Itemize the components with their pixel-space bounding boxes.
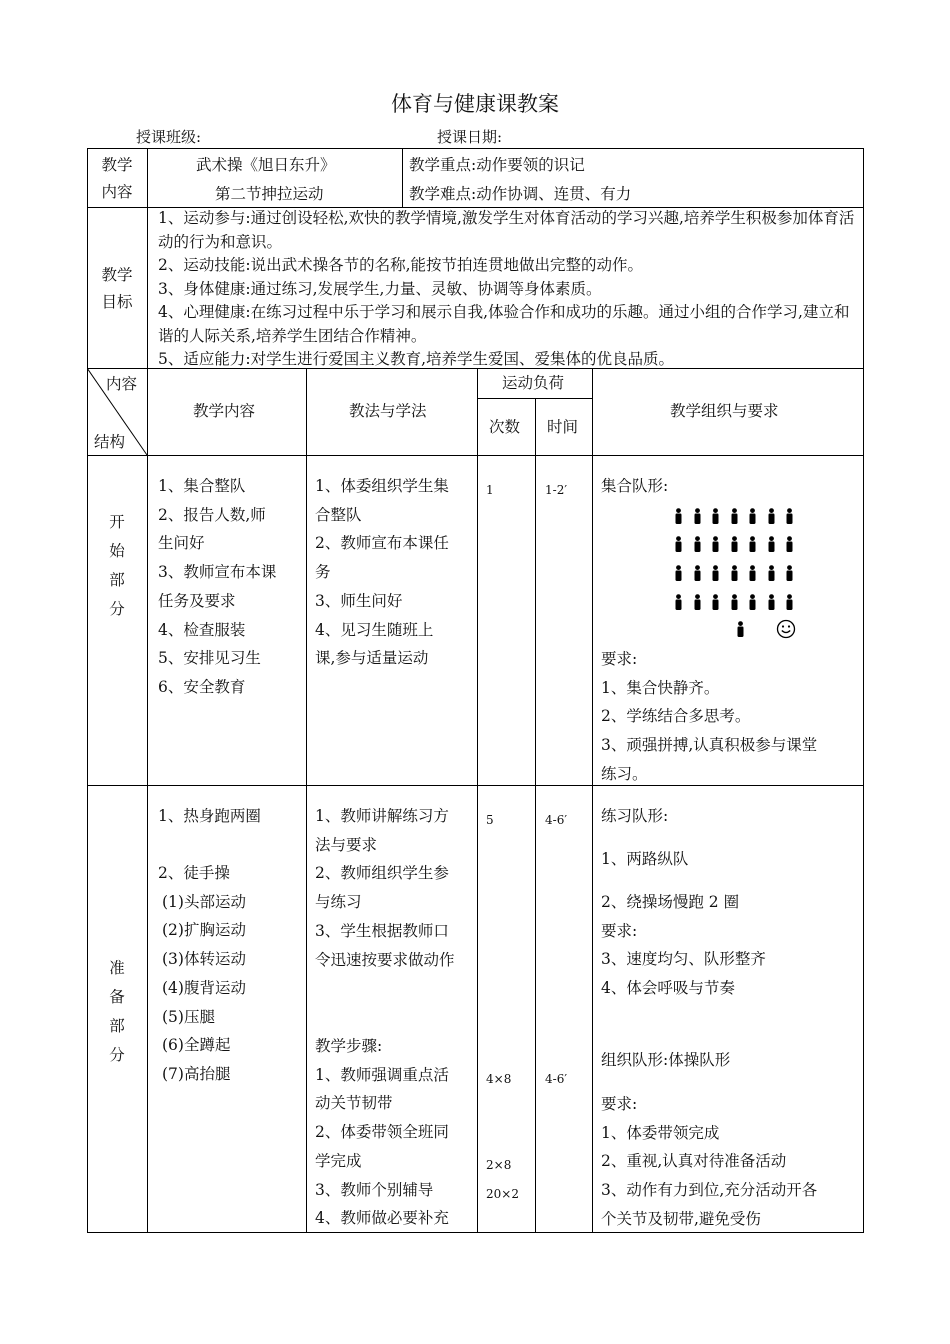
lesson-section: 第二节抻拉运动 (215, 185, 324, 203)
header-diag-top: 内容 (106, 375, 138, 393)
key-point: 教学重点:动作要领的识记 (409, 156, 585, 174)
list-item: 1、体委组织学生集 (315, 477, 449, 495)
list-item: 3、教师个别辅导 (315, 1180, 434, 1199)
list-item: 2、重视,认真对待准备活动 (601, 1152, 787, 1171)
header-content: 教学内容 (193, 402, 256, 420)
prep-count-4: 20×2 (486, 1187, 519, 1201)
start-content (158, 472, 276, 702)
list-item: 要求: (601, 921, 638, 940)
person-icon (746, 594, 759, 610)
person-icon (672, 565, 685, 581)
list-item: 2、绕操场慢跑 2 圈 (601, 893, 740, 911)
prep-content (158, 859, 246, 1089)
prep-time-1: 4-6′ (545, 813, 568, 827)
list-item: 6、安全教育 (158, 677, 246, 696)
header-time: 时间 (547, 418, 579, 436)
person-icon (765, 594, 778, 610)
list-item: 3、顽强拼搏,认真积极参与课堂 (601, 736, 818, 755)
list-item: 3、速度均匀、队形整齐 (601, 950, 766, 969)
list-item: 务 (315, 563, 331, 582)
goal-item: 4、心理健康:在练习过程中乐于学习和展示自我,体验合作和成功的乐趣。通过小组的合作学习,建立和谐的人际关系,培养学生团结合作精神。 (158, 303, 850, 345)
person-icon (783, 536, 796, 552)
start-method (315, 472, 449, 673)
prep-time-2: 4-6′ (545, 1072, 568, 1086)
list-item: 法与要求 (315, 835, 378, 854)
header-method: 教法与学法 (349, 402, 427, 420)
content-row-label: 教学 内容 (101, 156, 133, 201)
prep-org-a (601, 888, 766, 1003)
list-item: (7)高抬腿 (162, 1064, 231, 1083)
list-item: (2)扩胸运动 (162, 921, 246, 940)
prep-count-3: 2×8 (486, 1158, 512, 1172)
list-item: 要求: (601, 1095, 638, 1113)
person-icon (728, 565, 741, 581)
list-item: 令迅速按要求做动作 (315, 950, 455, 969)
list-item: 1、集合快静齐。 (601, 678, 720, 697)
list-item: 练习。 (601, 764, 648, 783)
list-item: 1、两路纵队 (601, 850, 689, 868)
formation-row (672, 536, 796, 552)
prep-org-b (601, 1090, 817, 1234)
list-item: 与练习 (315, 893, 362, 912)
start-time: 1-2′ (545, 483, 568, 497)
person-icon (765, 565, 778, 581)
person-icon (728, 508, 741, 524)
person-icon (746, 565, 759, 581)
person-icon (783, 565, 796, 581)
goal-item: 3、身体健康:通过练习,发展学生,力量、灵敏、协调等身体素质。 (158, 279, 602, 298)
difficulty: 教学难点:动作协调、连贯、有力 (409, 185, 632, 203)
prep-method-b (315, 1032, 449, 1233)
lesson-name: 武术操《旭日东升》 (196, 156, 336, 174)
person-icon (672, 594, 685, 610)
smiley-icon (776, 619, 796, 639)
header-count: 次数 (489, 418, 521, 436)
header-diag-bottom: 结构 (94, 433, 126, 451)
goals-label: 教学 目标 (101, 266, 133, 311)
req-title: 要求: (601, 650, 638, 668)
list-item: 4、见习生随班上 (315, 620, 434, 639)
goal-item: 5、适应能力:对学生进行爱国主义教育,培养学生爱国、爱集体的优良品质。 (158, 350, 675, 368)
start-org-title: 集合队形: (601, 477, 669, 495)
person-icon (746, 508, 759, 524)
list-item: 2、报告人数,师 (158, 505, 266, 524)
formation-row (672, 508, 796, 524)
goal-item: 1、运动参与:通过创设轻松,欢快的教学情境,激发学生对体育活动的学习兴趣,培养学生积极参加体育活动的行为和意识。 (158, 209, 855, 251)
list-item: 3、学生根据教师口 (315, 921, 449, 940)
person-icon (672, 536, 685, 552)
person-icon (765, 536, 778, 552)
list-item: 2、教师宣布本课任 (315, 534, 449, 553)
list-item: 1、热身跑两圈 (158, 807, 261, 825)
prep-org-a-title: 练习队形: (601, 807, 669, 825)
list-item: (3)体转运动 (162, 950, 246, 969)
start-reqs (601, 645, 817, 789)
person-icon (709, 565, 722, 581)
list-item: (5)压腿 (162, 1007, 215, 1026)
prep-org-b-title: 组织队形:体操队形 (601, 1051, 731, 1069)
list-item: 2、体委带领全班同 (315, 1123, 449, 1142)
list-item: 3、动作有力到位,充分活动开各 (601, 1181, 818, 1200)
person-icon (691, 565, 704, 581)
list-item: 4、检查服装 (158, 620, 246, 639)
list-item: 个关节及韧带,避免受伤 (601, 1209, 761, 1228)
prep-count-1: 5 (486, 813, 494, 827)
person-icon (709, 536, 722, 552)
prep-method-a (315, 802, 455, 974)
list-item: 动关节韧带 (315, 1094, 393, 1113)
person-icon (709, 594, 722, 610)
person-icon (672, 508, 685, 524)
person-icon (691, 508, 704, 524)
list-item: 1、教师强调重点活 (315, 1065, 449, 1084)
list-item: 2、徒手操 (158, 864, 230, 882)
person-icon (709, 508, 722, 524)
class-label: 授课班级: (136, 128, 202, 146)
person-icon (728, 594, 741, 610)
list-item: 4、体会呼吸与节奏 (601, 979, 735, 998)
person-icon (783, 508, 796, 524)
list-item: 5、安排见习生 (158, 649, 261, 668)
start-count: 1 (486, 483, 494, 497)
list-item: 3、教师宣布本课 (158, 563, 277, 582)
list-item: 学完成 (315, 1151, 362, 1170)
date-label: 授课日期: (437, 128, 503, 146)
page-title: 体育与健康课教案 (391, 92, 559, 116)
list-item: 任务及要求 (158, 591, 236, 610)
person-icon (728, 536, 741, 552)
formation-row (672, 594, 796, 610)
person-icon (691, 536, 704, 552)
list-item: 2、学练结合多思考。 (601, 707, 751, 726)
method-b-title: 教学步骤: (315, 1037, 383, 1055)
list-item: 1、教师讲解练习方 (315, 807, 449, 825)
list-item: 4、教师做必要补充 (315, 1209, 449, 1228)
person-icon (765, 508, 778, 524)
list-item: 1、集合整队 (158, 477, 246, 495)
header-load: 运动负荷 (502, 374, 565, 392)
list-item: 3、师生问好 (315, 591, 403, 610)
prep-count-2: 4×8 (486, 1072, 512, 1086)
goal-item: 2、运动技能:说出武术操各节的名称,能按节拍连贯地做出完整的动作。 (158, 256, 644, 274)
list-item: (1)头部运动 (162, 892, 246, 911)
start-section-label: 开 始 部 分 (109, 513, 125, 618)
person-icon (691, 594, 704, 610)
person-icon (783, 594, 796, 610)
person-icon (734, 621, 747, 637)
list-item: (4)腹背运动 (162, 978, 246, 997)
list-item: 合整队 (315, 505, 362, 524)
goals-list (158, 207, 858, 372)
formation-row (672, 565, 796, 581)
header-org: 教学组织与要求 (670, 402, 779, 420)
list-item: 生问好 (158, 534, 205, 553)
list-item: 课,参与适量运动 (315, 649, 429, 668)
person-icon (746, 536, 759, 552)
list-item: 1、体委带领完成 (601, 1123, 720, 1142)
prep-section-label: 准 备 部 分 (109, 959, 125, 1064)
list-item: (6)全蹲起 (162, 1036, 231, 1055)
list-item: 2、教师组织学生参 (315, 864, 449, 883)
